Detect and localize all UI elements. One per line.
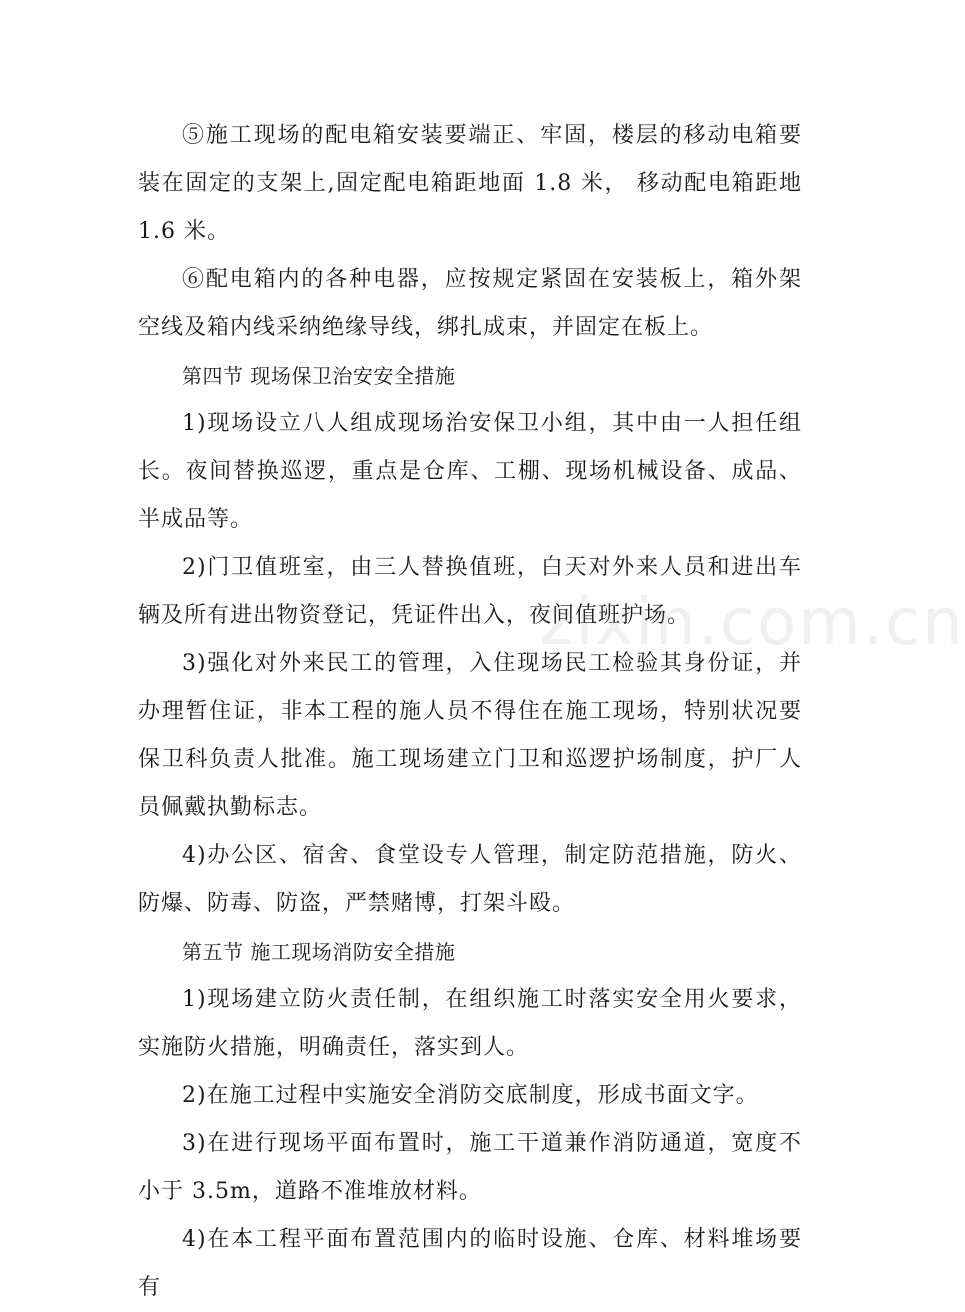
- paragraph-security-3: 3)强化对外来民工的管理，入住现场民工检验其身份证，并办理暂住证，非本工程的施人员不得住在施工现场，特别状况要保卫科负责人批准。施工现场建立门卫和巡逻护场制度，护厂人员佩戴执勤标志。: [138, 651, 802, 820]
- paragraph-fire-4: 4)在本工程平面布置范围内的临时设施、仓库、材料堆场要有: [138, 1227, 802, 1300]
- paragraph-fire-2: 2)在施工过程中实施安全消防交底制度，形成书面文字。: [182, 1083, 759, 1108]
- paragraph-security-4: 4)办公区、宿舍、食堂设专人管理，制定防范措施，防火、防爆、防毒、防盗，严禁赌博，打架斗殴。: [138, 843, 802, 916]
- section-heading-5: 第五节 施工现场消防安全措施: [182, 940, 456, 964]
- paragraph-fire-3: 3)在进行现场平面布置时，施工干道兼作消防通道，宽度不小于 3.5m，道路不准堆放材料。: [138, 1131, 802, 1204]
- watermark-text: zixin.com.cn: [540, 586, 965, 660]
- document-body: [138, 112, 802, 1312]
- paragraph-item-5: ⑤施工现场的配电箱安装要端正、牢固，楼层的移动电箱要装在固定的支架上,固定配电箱距地面 1.8 米， 移动配电箱距地 1.6 米。: [138, 123, 802, 244]
- section-heading-4: 第四节 现场保卫治安安全措施: [182, 364, 456, 388]
- paragraph-security-1: 1)现场设立八人组成现场治安保卫小组，其中由一人担任组长。夜间替换巡逻，重点是仓库、工棚、现场机械设备、成品、半成品等。: [138, 411, 802, 532]
- paragraph-security-2: 2)门卫值班室，由三人替换值班，白天对外来人员和进出车辆及所有进出物资登记，凭证件出入，夜间值班护场。: [138, 555, 802, 628]
- paragraph-item-6: ⑥配电箱内的各种电器，应按规定紧固在安装板上，箱外架空线及箱内线采纳绝缘导线，绑扎成束，并固定在板上。: [138, 267, 802, 340]
- paragraph-fire-1: 1)现场建立防火责任制，在组织施工时落实安全用火要求，实施防火措施，明确责任，落实到人。: [138, 987, 802, 1060]
